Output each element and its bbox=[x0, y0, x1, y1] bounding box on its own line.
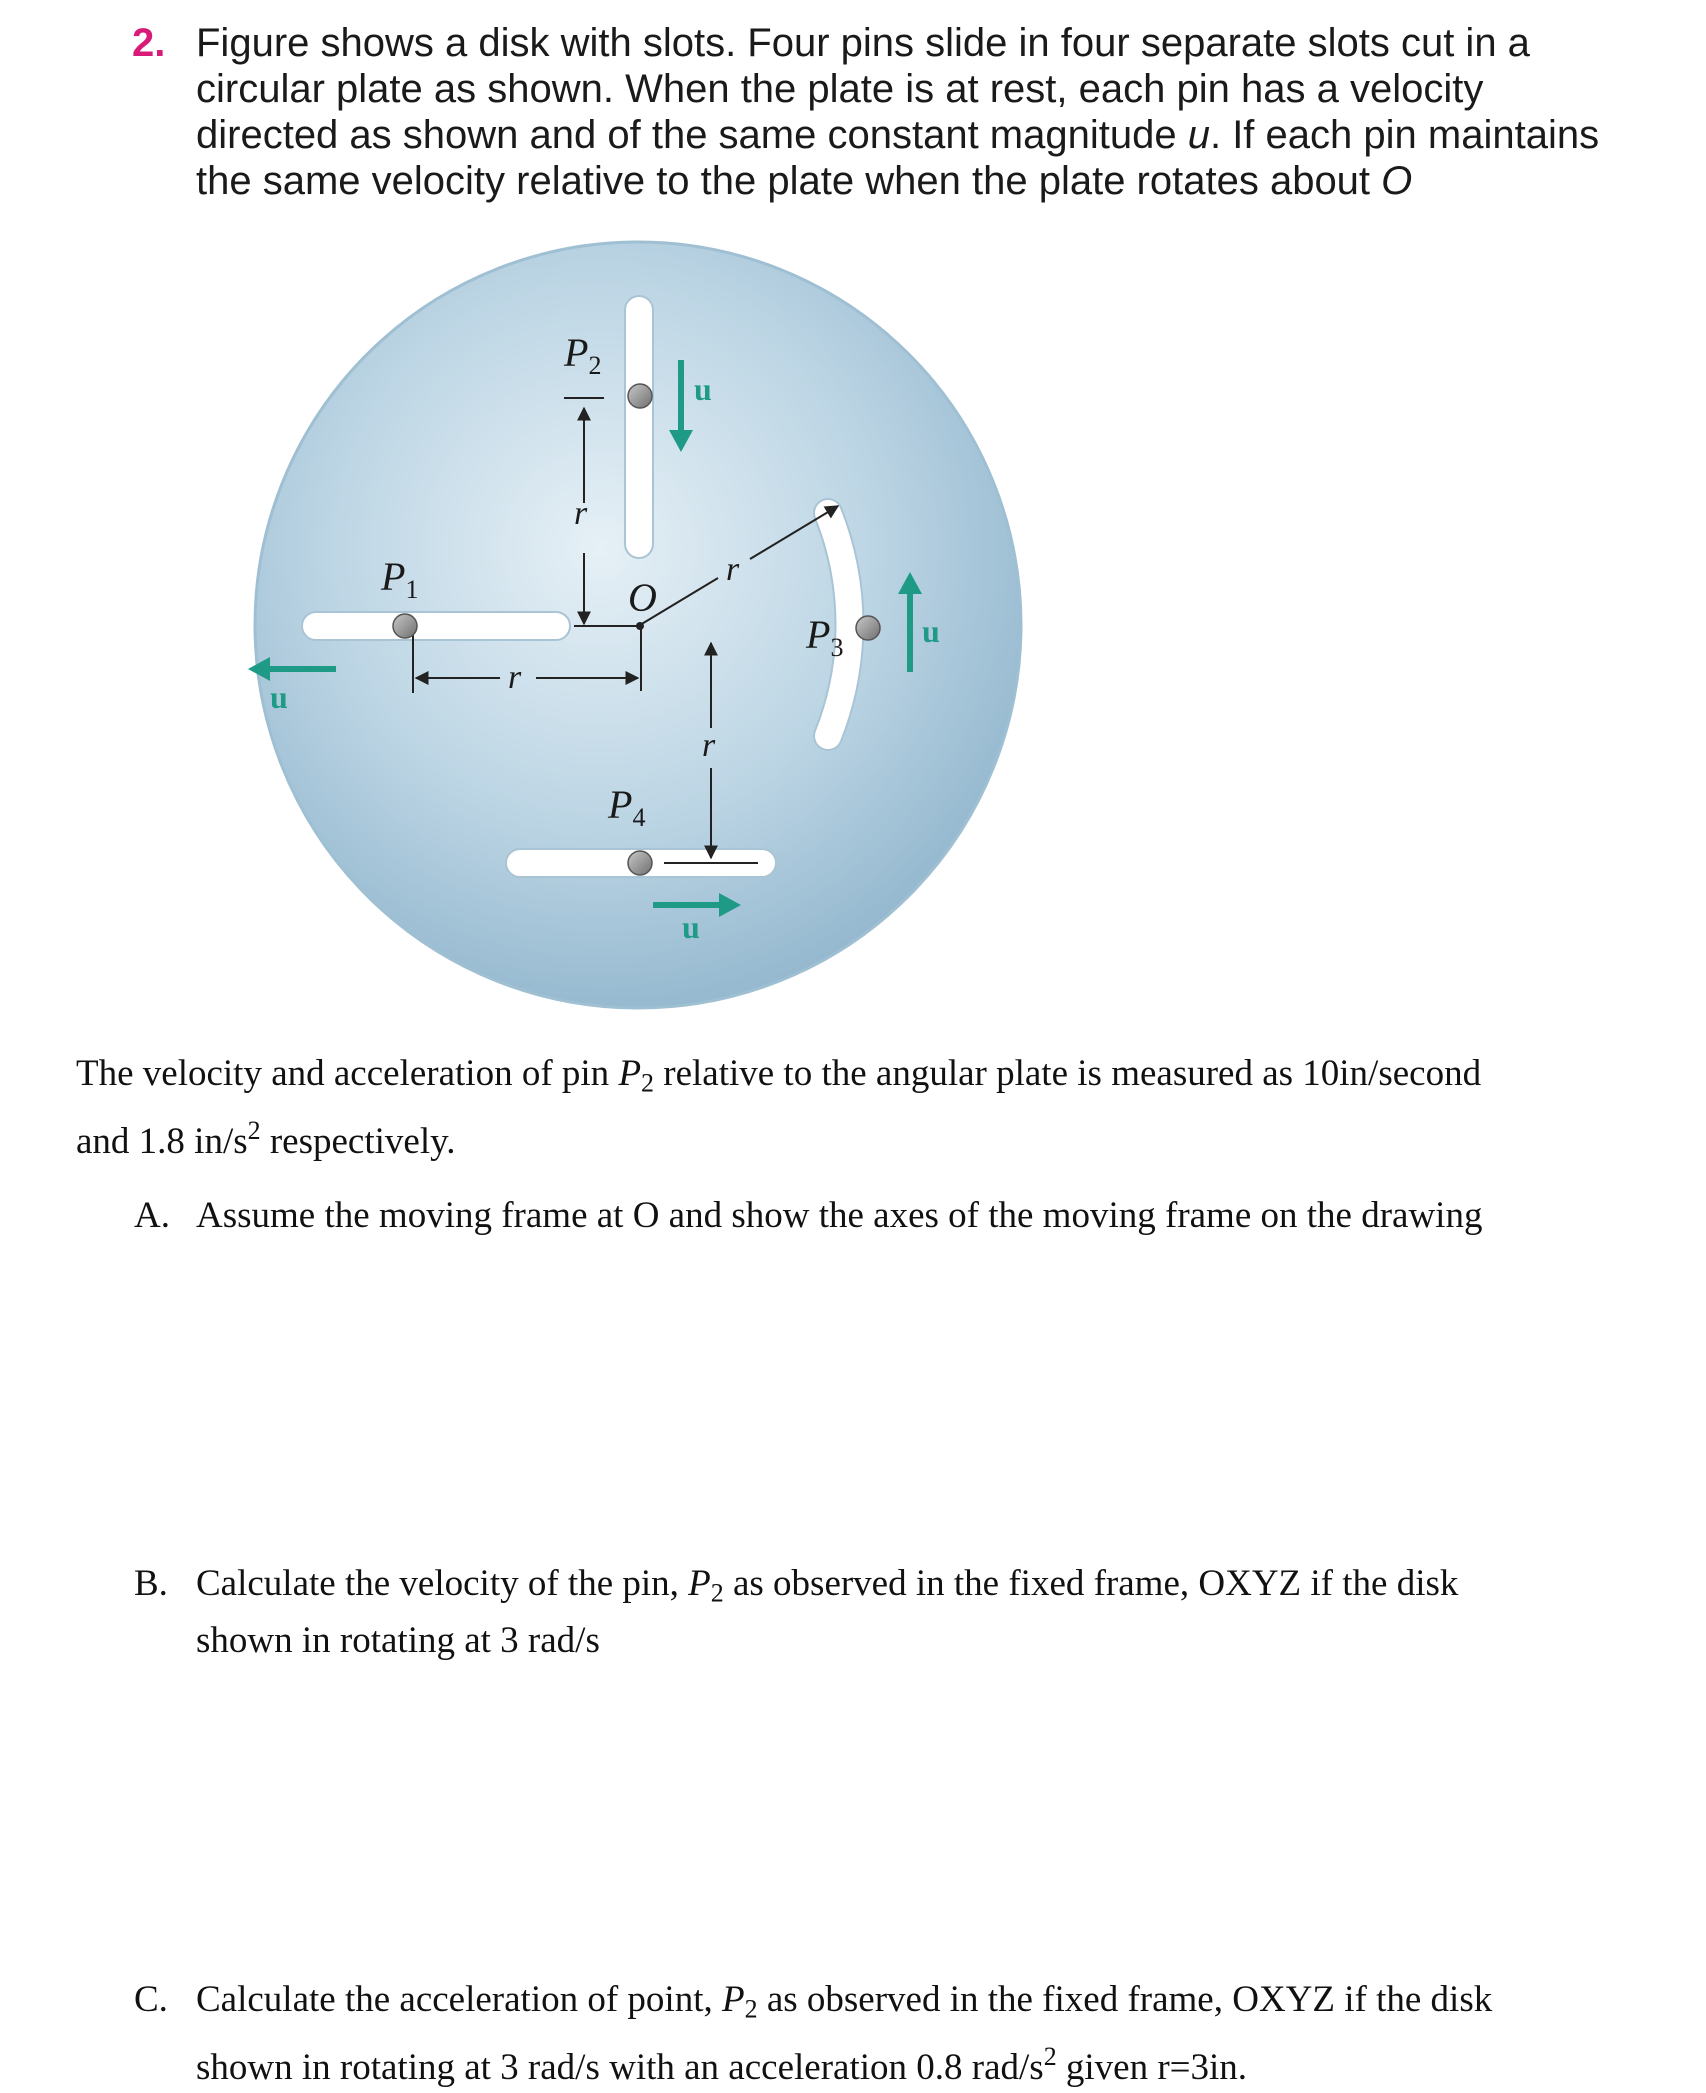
part-c-line-1-start: Calculate the acceleration of point, bbox=[196, 1979, 722, 2020]
label-u-p3: u bbox=[922, 613, 940, 649]
problem-line-3 bbox=[196, 112, 1632, 158]
label-u-p4: u bbox=[682, 909, 700, 945]
pin-p1 bbox=[393, 614, 417, 638]
problem-line-1: Figure shows a disk with slots. Four pins slide in four separate slots cut in a bbox=[196, 21, 1530, 65]
part-b-line-1 bbox=[196, 1560, 1634, 1617]
part-b-line-2: shown in rotating at 3 rad/s bbox=[196, 1620, 600, 1662]
given-line-2-superscript: 2 bbox=[247, 1116, 261, 1146]
given-line-2 bbox=[76, 1107, 1636, 1166]
part-c-line-2-superscript: 2 bbox=[1043, 2042, 1057, 2072]
given-pin-symbol: P bbox=[618, 1053, 642, 1094]
part-c-line-1-end: as observed in the fixed frame, OXYZ if the disk bbox=[757, 1979, 1493, 2020]
problem-statement bbox=[132, 20, 1632, 204]
label-r-lower: r bbox=[702, 727, 716, 764]
part-c-pin-subscript: 2 bbox=[744, 1994, 758, 2024]
problem-line-3-text: directed as shown and of the same constant magnitude bbox=[196, 113, 1188, 157]
part-c-letter: C. bbox=[134, 1979, 168, 2020]
pin-p4 bbox=[628, 851, 652, 875]
label-u-p2: u bbox=[694, 371, 712, 407]
label-u-p1: u bbox=[270, 679, 288, 715]
part-c-line-2-start: shown in rotating at 3 rad/s with an acceleration 0.8 rad/s bbox=[196, 2047, 1044, 2089]
part-a-letter: A. bbox=[134, 1195, 170, 1236]
pin-p2 bbox=[628, 384, 652, 408]
problem-line-2: circular plate as shown. When the plate is at rest, each pin has a velocity bbox=[196, 67, 1484, 111]
problem-line-4-text: the same velocity relative to the plate when the plate rotates about bbox=[196, 159, 1382, 203]
part-b-line-1-end: as observed in the fixed frame, OXYZ if the disk bbox=[723, 1563, 1459, 1604]
label-p1: $P_1$ bbox=[381, 554, 419, 604]
part-b-pin-subscript: 2 bbox=[710, 1578, 724, 1608]
part-c-line-2-end: given r=3in. bbox=[1056, 2047, 1248, 2089]
u-symbol: u bbox=[1187, 113, 1210, 157]
label-r-horizontal: r bbox=[508, 659, 522, 696]
problem-line-3-tail: . If each pin maintains bbox=[1209, 113, 1600, 157]
pin-p3 bbox=[856, 616, 880, 640]
part-c bbox=[134, 1976, 1634, 2093]
given-line-1-start: The velocity and acceleration of pin bbox=[76, 1053, 619, 1094]
given-line-2-end: respectively. bbox=[260, 1121, 456, 1163]
given-line-1-end: relative to the angular plate is measured as 10in/second bbox=[654, 1053, 1482, 1094]
origin-point bbox=[636, 622, 644, 630]
slotted-disk-figure bbox=[238, 238, 1038, 1038]
given-line-1 bbox=[76, 1050, 1636, 1107]
label-origin: O bbox=[628, 575, 657, 620]
disk-diagram bbox=[238, 238, 1038, 1038]
label-p3: $P_3$ bbox=[806, 612, 844, 662]
part-b-pin-symbol: P bbox=[688, 1563, 711, 1604]
given-paragraph bbox=[76, 1050, 1636, 1167]
label-p2: $P_2$ bbox=[564, 330, 602, 380]
label-r-diagonal: r bbox=[726, 551, 740, 588]
label-p4: $P_4$ bbox=[608, 782, 646, 832]
label-r-vertical: r bbox=[574, 495, 588, 532]
part-b-line-1-start: Calculate the velocity of the pin, bbox=[196, 1563, 689, 1604]
part-b bbox=[134, 1560, 1634, 1665]
slot-p1 bbox=[302, 612, 570, 640]
part-a bbox=[134, 1192, 1634, 1240]
given-pin-subscript: 2 bbox=[641, 1068, 654, 1098]
o-symbol: O bbox=[1381, 159, 1413, 203]
part-a-text: Assume the moving frame at O and show the axes of the moving frame on the drawing bbox=[196, 1195, 1483, 1236]
given-line-2-start: and 1.8 in/s bbox=[76, 1121, 248, 1163]
part-c-line-2 bbox=[196, 2033, 1634, 2092]
part-c-pin-symbol: P bbox=[722, 1979, 745, 2020]
part-b-letter: B. bbox=[134, 1563, 168, 1604]
problem-number: 2. bbox=[132, 21, 166, 65]
part-c-line-1 bbox=[196, 1976, 1634, 2033]
problem-line-4 bbox=[196, 158, 1632, 204]
slot-p2 bbox=[625, 296, 653, 558]
